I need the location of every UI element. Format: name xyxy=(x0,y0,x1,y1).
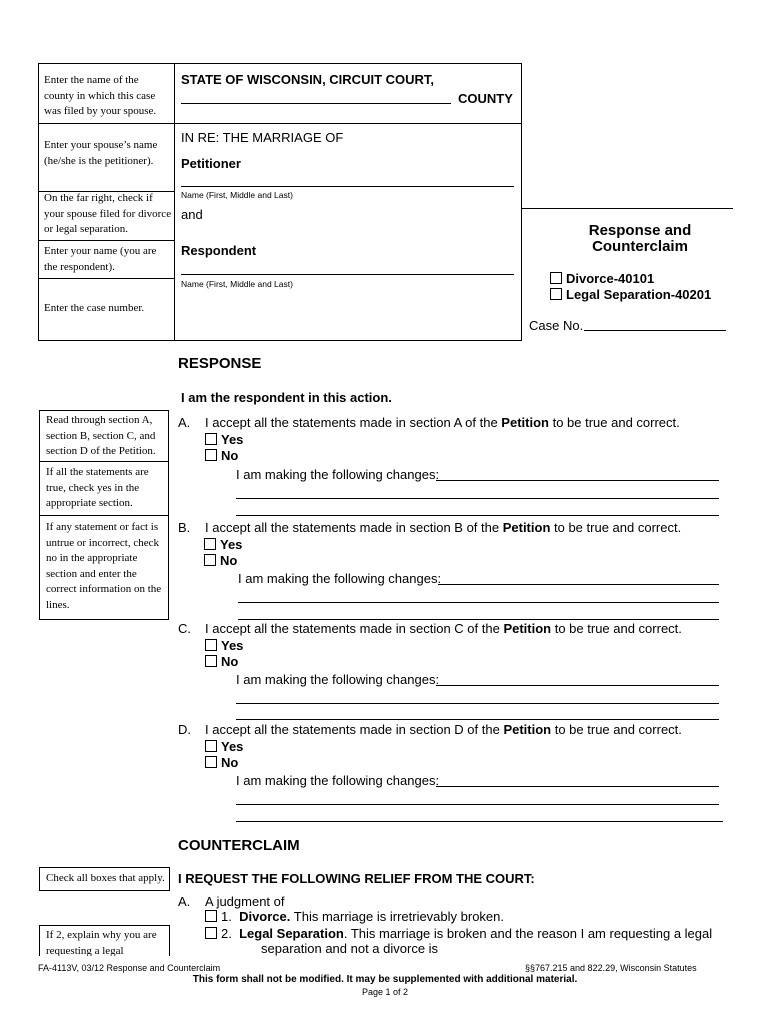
section-a-no[interactable] xyxy=(205,448,238,463)
response-intro: I am the respondent in this action. xyxy=(181,390,392,405)
response-help-divider-1 xyxy=(39,461,169,462)
section-d-line-2[interactable] xyxy=(236,804,719,805)
section-c-yes[interactable] xyxy=(205,638,243,653)
section-a-text: I accept all the statements made in section A of the xyxy=(205,415,502,430)
your-name-help-text: Enter your name (you are the respondent). xyxy=(44,245,157,273)
section-c-text-end: to be true and correct. xyxy=(551,621,682,636)
caption-right-border xyxy=(521,63,522,340)
section-b-text-end: to be true and correct. xyxy=(550,520,682,535)
legal-separation-relief-checkbox[interactable] xyxy=(205,927,217,939)
section-c-no[interactable] xyxy=(205,654,238,669)
section-a-yes-label: Yes xyxy=(221,432,244,447)
section-c-yes-checkbox[interactable] xyxy=(205,639,217,651)
court-title: STATE OF WISCONSIN, CIRCUIT COURT, xyxy=(181,72,435,87)
section-a-letter: A. xyxy=(178,415,191,430)
section-c-text: I accept all the statements made in section C of the xyxy=(205,621,504,636)
caption-row-divider xyxy=(38,123,522,124)
form-title-line-2: Counterclaim xyxy=(592,238,688,255)
section-d-no-checkbox[interactable] xyxy=(205,756,217,768)
section-a-yes-checkbox[interactable] xyxy=(205,433,217,445)
form-title-line-1: Response and xyxy=(588,222,692,239)
caption-bottom-border xyxy=(38,340,522,341)
legal-separation-option-label: Legal Separation-40201 xyxy=(566,287,712,302)
section-c-letter: C. xyxy=(178,621,191,636)
footer-statutes: §§767.215 and 822.29, Wisconsin Statutes xyxy=(525,963,697,973)
divorce-relief-checkbox[interactable] xyxy=(205,910,217,922)
case-number-line[interactable] xyxy=(584,330,726,331)
respondent-label: Respondent xyxy=(181,243,257,258)
respondent-name-line[interactable] xyxy=(181,274,514,275)
caption-top-border xyxy=(38,63,522,64)
response-help-divider-2 xyxy=(39,515,169,516)
section-b-yes-label: Yes xyxy=(220,537,243,552)
section-a-line-3[interactable] xyxy=(236,515,719,516)
section-b-yes-checkbox[interactable] xyxy=(204,538,216,550)
section-a-no-label: No xyxy=(221,448,239,463)
section-d-text: I accept all the statements made in section D of the xyxy=(205,722,504,737)
section-d-line-3[interactable] xyxy=(236,821,723,822)
section-c-yes-label: Yes xyxy=(221,638,244,653)
legal-separation-option[interactable] xyxy=(550,287,711,302)
footer-form-id: FA-4113V, 03/12 Response and Counterclaim xyxy=(38,963,221,973)
section-c-line-1[interactable] xyxy=(436,685,719,686)
petitioner-name-hint: Name (First, Middle and Last) xyxy=(181,190,293,200)
sidebar-divider-3 xyxy=(38,278,175,279)
section-c-line-3[interactable] xyxy=(236,719,719,720)
respondent-name-hint: Name (First, Middle and Last) xyxy=(181,279,293,289)
section-a-text-end: to be true and correct. xyxy=(548,415,680,430)
section-a-petition: Petition xyxy=(501,415,549,430)
section-d-yes-label: Yes xyxy=(221,739,244,754)
legal-separation-checkbox[interactable] xyxy=(550,288,562,300)
section-a-no-checkbox[interactable] xyxy=(205,449,217,461)
judgment-letter: A. xyxy=(178,894,191,909)
petitioner-label: Petitioner xyxy=(181,156,241,171)
section-c-line-2[interactable] xyxy=(236,703,719,704)
divorce-relief-num: 1. xyxy=(221,909,232,924)
response-heading: RESPONSE xyxy=(178,355,262,372)
legal-separation-relief-bold: Legal Separation xyxy=(239,926,344,941)
section-a-changes-label: I am making the following changes: xyxy=(236,467,440,482)
section-c-petition: Petition xyxy=(503,621,552,636)
footer-page-number: Page 1 of 2 xyxy=(361,987,409,997)
divorce-relief-bold: Divorce. xyxy=(239,909,291,924)
section-d-yes-checkbox[interactable] xyxy=(205,740,217,752)
section-b-no-checkbox[interactable] xyxy=(204,554,216,566)
section-b-petition: Petition xyxy=(502,520,551,535)
response-help-3: If any statement or fact is untrue or incorrect, check no in the appropriate section and enter the correct information on the lines. xyxy=(46,521,162,611)
section-b-no[interactable] xyxy=(204,553,237,568)
counterclaim-heading: COUNTERCLAIM xyxy=(178,837,300,854)
explain-help-box xyxy=(39,925,170,956)
section-b-line-2[interactable] xyxy=(238,602,719,603)
section-c-no-checkbox[interactable] xyxy=(205,655,217,667)
section-b-letter: B. xyxy=(178,520,191,535)
county-help-text: Enter the name of the county in which this case was filed by your spouse. xyxy=(44,74,157,117)
response-help-1: Read through section A, section B, section C, and section D of the Petition. xyxy=(46,414,156,457)
explain-help-text: If 2, explain why you are requesting a legal xyxy=(46,929,157,956)
petitioner-name-line[interactable] xyxy=(181,186,514,187)
county-label: COUNTY xyxy=(458,91,513,106)
in-re-label: IN RE: THE MARRIAGE OF xyxy=(181,130,344,145)
section-b-changes-label: I am making the following changes: xyxy=(238,571,442,586)
case-number-label: Case No. xyxy=(529,318,584,333)
form-title xyxy=(530,223,750,255)
section-d-petition: Petition xyxy=(503,722,552,737)
legal-separation-relief-text: . This marriage is broken and the reason I am requesting a legal xyxy=(343,926,713,941)
section-d-letter: D. xyxy=(178,722,191,737)
divorce-relief-item[interactable] xyxy=(205,909,504,924)
section-d-line-1[interactable] xyxy=(436,786,719,787)
case-help-text: Enter the case number. xyxy=(44,302,145,314)
and-label: and xyxy=(181,207,203,222)
section-c-no-label: No xyxy=(221,654,239,669)
caption-left-border xyxy=(38,63,39,340)
section-a-line-1[interactable] xyxy=(436,480,719,481)
divorce-option-label: Divorce-40101 xyxy=(566,271,655,286)
section-b-line-1[interactable] xyxy=(438,584,719,585)
spouse-help-text: Enter your spouse’s name (he/she is the petitioner). xyxy=(44,139,158,167)
section-d-no-label: No xyxy=(221,755,239,770)
judgment-label: A judgment of xyxy=(205,894,285,909)
section-d-no[interactable] xyxy=(205,755,238,770)
section-b-text: I accept all the statements made in section B of the xyxy=(205,520,503,535)
legal-separation-relief-text-2: separation and not a divorce is xyxy=(261,941,439,956)
legal-separation-relief-item[interactable] xyxy=(205,926,712,941)
title-area-divider xyxy=(521,208,733,209)
section-b-line-3[interactable] xyxy=(238,619,719,620)
divorce-option[interactable] xyxy=(550,271,654,286)
county-name-line[interactable] xyxy=(181,103,451,104)
section-d-yes[interactable] xyxy=(205,739,243,754)
legal-separation-relief-num: 2. xyxy=(221,926,232,941)
divorce-relief-text: This marriage is irretrievably broken. xyxy=(290,909,505,924)
check-all-help-box xyxy=(39,867,170,891)
section-b-no-label: No xyxy=(220,553,238,568)
section-c-changes-label: I am making the following changes: xyxy=(236,672,440,687)
divorce-checkbox[interactable] xyxy=(550,272,562,284)
section-a-line-2[interactable] xyxy=(236,498,719,499)
sidebar-divider-2 xyxy=(38,240,175,241)
response-help-2: If all the statements are true, check yes in the appropriate section. xyxy=(46,466,149,509)
footer-notice: This form shall not be modified. It may be supplemented with additional material. xyxy=(192,974,578,985)
far-right-help-text: On the far right, check if your spouse filed for divorce or legal separation. xyxy=(44,192,172,235)
check-all-help-text: Check all boxes that apply. xyxy=(46,872,165,884)
caption-mid-border xyxy=(174,63,175,340)
section-b-yes[interactable] xyxy=(204,537,242,552)
section-a-yes[interactable] xyxy=(205,432,243,447)
section-d-text-end: to be true and correct. xyxy=(551,722,682,737)
request-relief-heading: I REQUEST THE FOLLOWING RELIEF FROM THE COURT: xyxy=(178,871,535,886)
section-d-changes-label: I am making the following changes: xyxy=(236,773,440,788)
